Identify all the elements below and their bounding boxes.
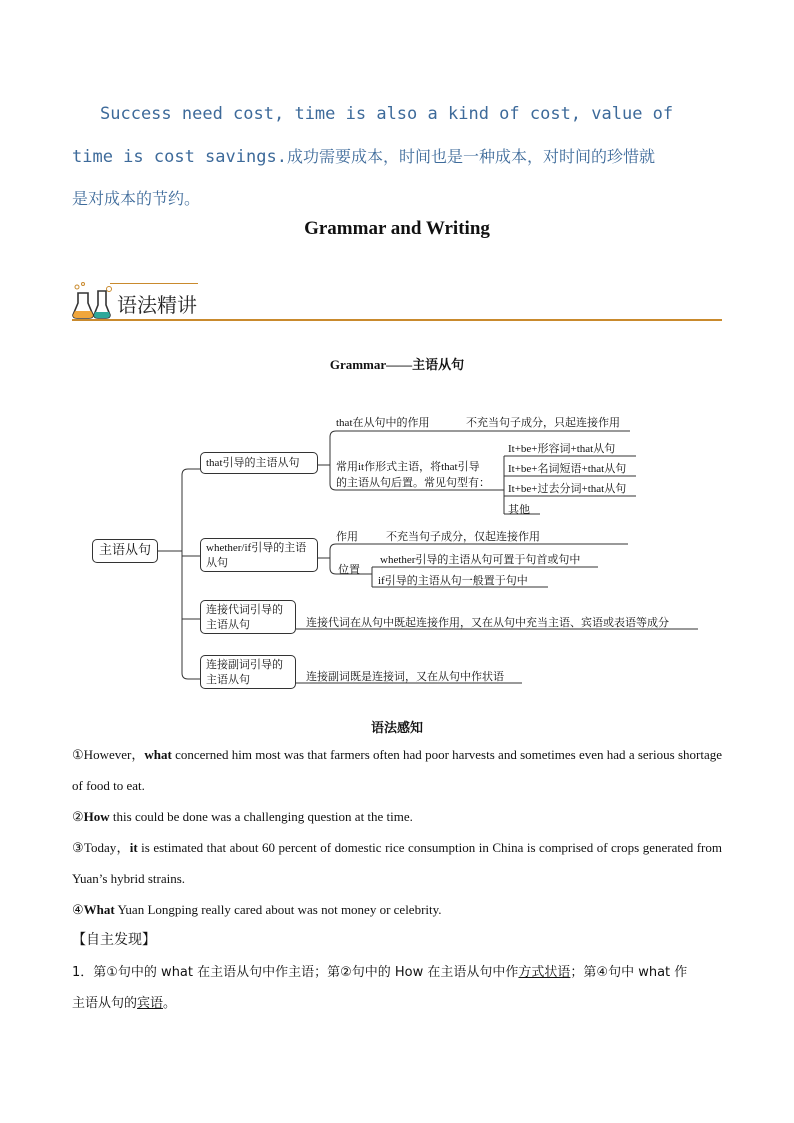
whether-role-label: 作用	[336, 531, 358, 543]
that-it-text-1: 常用it作形式主语，将that引导	[336, 461, 480, 473]
branch-adverb-label-2: 主语从句	[206, 674, 250, 686]
sentence-3-keyword: it	[129, 840, 138, 855]
sentence-1-num: ①However，	[72, 747, 145, 762]
quote-line-1: Success need cost, time is also a kind of cost, value of	[100, 104, 674, 124]
sentence-3-text: is estimated that about 60 percent of domestic rice consumption in China is comprised of crops generated from Yuan’s hybrid strains.	[72, 840, 722, 886]
whether-pos-label: 位置	[338, 564, 360, 576]
quote-line-3	[72, 178, 722, 220]
discover-paragraph-1	[72, 957, 722, 1019]
whether-pos-1: whether引导的主语从句可置于句首或句中	[380, 554, 581, 566]
branch-whether-label-2: 从句	[206, 557, 228, 569]
adverb-text: 连接副词既是连接词，又在从句中作状语	[306, 671, 504, 683]
quote-line-2-cn: 成功需要成本，时间也是一种成本，对时间的珍惜就	[286, 147, 655, 166]
that-role-label: that在从句中的作用	[336, 417, 430, 429]
whether-role-text: 不充当句子成分，仅起连接作用	[386, 531, 540, 543]
quote-line-2-en: time is cost savings.	[72, 147, 287, 167]
sentence-4-text: Yuan Longping really cared about was not money or celebrity.	[114, 902, 442, 917]
branch-that-clause: that引导的主语从句	[200, 452, 318, 474]
page-title: Grammar and Writing	[304, 218, 490, 239]
sentence-1	[72, 739, 722, 801]
section-divider	[72, 319, 722, 321]
quote-line-2	[72, 136, 722, 178]
branch-pronoun-clause	[200, 600, 296, 634]
branch-pronoun-label-1: 连接代词引导的	[206, 604, 283, 616]
pattern-adj: It+be+形容词+that从句	[508, 443, 616, 455]
section-label: 语法精讲	[117, 293, 197, 317]
quote-line-3-cn: 是对成本的节约。	[72, 189, 201, 208]
section-top-line	[110, 283, 198, 284]
sentence-1-text: concerned him most was that farmers often had poor harvests and sometimes even had a serious shortage of food to eat.	[72, 747, 722, 793]
grammar-title: Grammar——主语从句	[329, 357, 465, 372]
sentence-2-keyword: How	[83, 809, 110, 824]
branch-whether-if-clause	[200, 538, 318, 572]
discover-text-c: 主语从句的	[72, 996, 138, 1011]
discover-text-a: 1．第①句中的 what 在主语从句中作主语；第②句中的 How 在主语从句中作	[72, 965, 519, 980]
sentence-2-num: ②	[72, 809, 84, 824]
whether-pos-2: if引导的主语从句一般置于句中	[378, 575, 528, 587]
sentence-2-text: this could be done was a challenging question at the time.	[109, 809, 413, 824]
pattern-participle: It+be+过去分词+that从句	[508, 483, 627, 495]
sentence-3	[72, 832, 722, 894]
sentence-1-keyword: what	[144, 747, 172, 762]
discover-answer-1: 方式状语	[518, 965, 571, 980]
branch-adverb-label-1: 连接副词引导的	[206, 659, 283, 671]
branch-pronoun-label-2: 主语从句	[206, 619, 250, 631]
that-role-text: 不充当句子成分，只起连接作用	[466, 417, 620, 429]
discover-text-b: ；第④句中 what 作	[570, 965, 688, 980]
sentence-4-keyword: What	[83, 902, 115, 917]
sentence-2	[72, 801, 722, 832]
lab-flask-icon	[72, 281, 112, 319]
sentence-3-num: ③Today，	[72, 840, 130, 855]
discover-heading: 【自主发现】	[72, 932, 156, 948]
branch-adverb-clause	[200, 655, 296, 689]
pattern-noun: It+be+名词短语+that从句	[508, 463, 627, 475]
sentence-4	[72, 894, 722, 925]
pronoun-text: 连接代词在从句中既起连接作用，又在从句中充当主语、宾语或表语等成分	[306, 617, 669, 629]
mindmap-root: 主语从句	[92, 539, 158, 563]
discover-answer-2: 宾语	[137, 996, 164, 1011]
sense-title: 语法感知	[370, 721, 423, 736]
pattern-other: 其他	[508, 504, 530, 516]
sentence-4-num: ④	[72, 902, 84, 917]
branch-whether-label-1: whether/if引导的主语	[206, 542, 307, 554]
that-it-text-2: 的主语从句后置。常见句型有：	[336, 477, 490, 489]
discover-text-d: 。	[163, 996, 177, 1011]
